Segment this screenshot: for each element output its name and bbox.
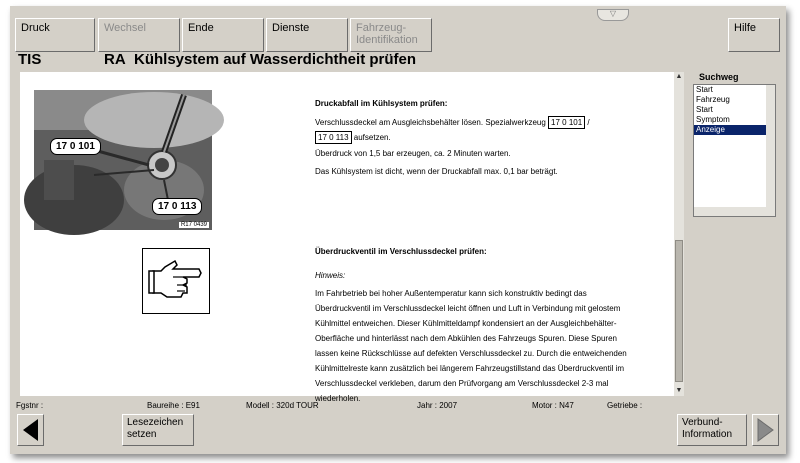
collapse-handle[interactable] — [597, 9, 629, 21]
document-view — [20, 72, 684, 403]
verbund-label-line1: Verbund- — [682, 417, 723, 428]
suchweg-list — [693, 84, 776, 217]
ende-label: Ende — [188, 22, 214, 34]
druck-label: Druck — [21, 22, 50, 34]
section1-line4: Das Kühlsystem ist dicht, wenn der Druckabfall max. 0,1 bar beträgt. — [315, 167, 558, 176]
status-jahr: Jahr : 2007 — [417, 401, 458, 410]
hint-paragraph — [315, 286, 685, 406]
suchweg-item-start-2[interactable]: Start — [696, 105, 713, 114]
tool-link-17-0-113[interactable]: 17 0 113 — [315, 131, 352, 144]
pointing-hand-icon — [142, 248, 210, 314]
content-scrollbar[interactable] — [674, 72, 684, 396]
status-motor: Motor : N47 — [532, 401, 574, 410]
hint-line: Kühlmittelreste kann zusätzlich bei längerem Fahrzeugstillstand das Überdruckventil im — [315, 364, 625, 373]
back-button[interactable] — [17, 414, 44, 446]
tool-label-17-0-101: 17 0 101 — [50, 138, 101, 155]
section1-line1 — [315, 115, 590, 130]
wechsel-label: Wechsel — [104, 22, 146, 34]
hint-line: Verschlussdeckel verkleben, darum den Prüfvorgang am Verschlussdeckel 2-3 mal — [315, 379, 609, 388]
forward-button[interactable] — [752, 414, 779, 446]
dienste-label: Dienste — [272, 22, 310, 34]
tool-link-17-0-101[interactable]: 17 0 101 — [548, 116, 585, 129]
status-getriebe: Getriebe : — [607, 401, 643, 410]
scroll-up-icon[interactable]: ▲ — [675, 73, 683, 80]
hint-label: Hinweis: — [315, 271, 346, 280]
suchweg-hscroll[interactable] — [694, 207, 766, 216]
tool-slash: / — [587, 118, 590, 127]
dienste-button[interactable] — [266, 18, 348, 52]
hint-line: Überdruckventil im Verschlussdeckel leicht öffnen und Luft in Verbindung mit gelostem — [315, 304, 621, 313]
vehicle-status-bar — [10, 399, 786, 412]
suchweg-item-symptom[interactable]: Symptom — [696, 115, 730, 124]
lesezeichen-label-line1: Lesezeichen — [127, 417, 184, 428]
scroll-thumb[interactable] — [675, 240, 683, 382]
tool-label-17-0-113: 17 0 113 — [152, 198, 202, 215]
suchweg-vscroll[interactable] — [766, 85, 775, 216]
hint-line: Im Fahrbetrieb bei hoher Außentemperatur kann sich konstruktiv bedingt das — [315, 289, 587, 298]
chevron-down-icon: ▽ — [609, 9, 617, 18]
verbund-information-button[interactable] — [677, 414, 747, 446]
app-label: TIS — [18, 51, 42, 68]
photo-code: R17 0439 — [180, 222, 207, 228]
hilfe-label: Hilfe — [734, 22, 757, 34]
title-prefix: RA — [104, 51, 126, 68]
status-fgstnr: Fgstnr : — [16, 401, 44, 410]
title-text: Kühlsystem auf Wasserdichtheit prüfen — [134, 51, 417, 68]
page-title — [104, 51, 416, 68]
section1-line2-text: aufsetzen. — [353, 133, 391, 142]
tis-window — [10, 6, 786, 454]
section1-line1-text: Verschlussdeckel am Ausgleichsbehälter lösen. Spezialwerkzeug — [315, 118, 546, 127]
hint-line: Kühlmittel entweichen. Dieser Kühlmitteldampf kondensiert an der Ausgleichbehälter- — [315, 319, 617, 328]
verbund-label-line2: Information — [682, 429, 733, 440]
fahrzeug-identifikation-button[interactable] — [350, 18, 432, 52]
section2-heading: Überdruckventil im Verschlussdeckel prüfen: — [315, 247, 487, 256]
suchweg-item-anzeige[interactable]: Anzeige — [694, 125, 766, 135]
lesezeichen-setzen-button[interactable] — [122, 414, 194, 446]
arrow-right-icon — [753, 415, 778, 445]
section1-heading: Druckabfall im Kühlsystem prüfen: — [315, 99, 448, 108]
status-modell: Modell : 320d TOUR — [246, 401, 319, 410]
hint-line: Oberfläche und hinterlässt nach dem Abkühlen des Fahrzeugs Spuren. Diese Spuren — [315, 334, 617, 343]
arrow-left-icon — [18, 415, 43, 445]
status-baureihe: Baureihe : E91 — [147, 401, 200, 410]
hilfe-button[interactable] — [728, 18, 780, 52]
suchweg-item-start[interactable]: Start — [696, 85, 713, 94]
fahrzeug-label-line2: Identifikation — [356, 34, 418, 46]
suchweg-item-fahrzeug[interactable]: Fahrzeug — [696, 95, 730, 104]
section1-line2 — [315, 130, 391, 145]
engine-photo — [34, 90, 212, 230]
druck-button[interactable] — [15, 18, 95, 52]
wechsel-button[interactable] — [98, 18, 180, 52]
scroll-down-icon[interactable]: ▼ — [675, 387, 683, 394]
hint-line: lassen keine Rückschlüsse auf defekten Verschlussdeckel zu. Durch die entweichenden — [315, 349, 627, 358]
section1-line3: Überdruck von 1,5 bar erzeugen, ca. 2 Minuten warten. — [315, 149, 511, 158]
fahrzeug-label-line1: Fahrzeug- — [356, 22, 407, 34]
ende-button[interactable] — [182, 18, 264, 52]
hint-line: wiederholen. — [315, 394, 361, 403]
suchweg-title: Suchweg — [699, 72, 739, 82]
lesezeichen-label-line2: setzen — [127, 429, 157, 440]
